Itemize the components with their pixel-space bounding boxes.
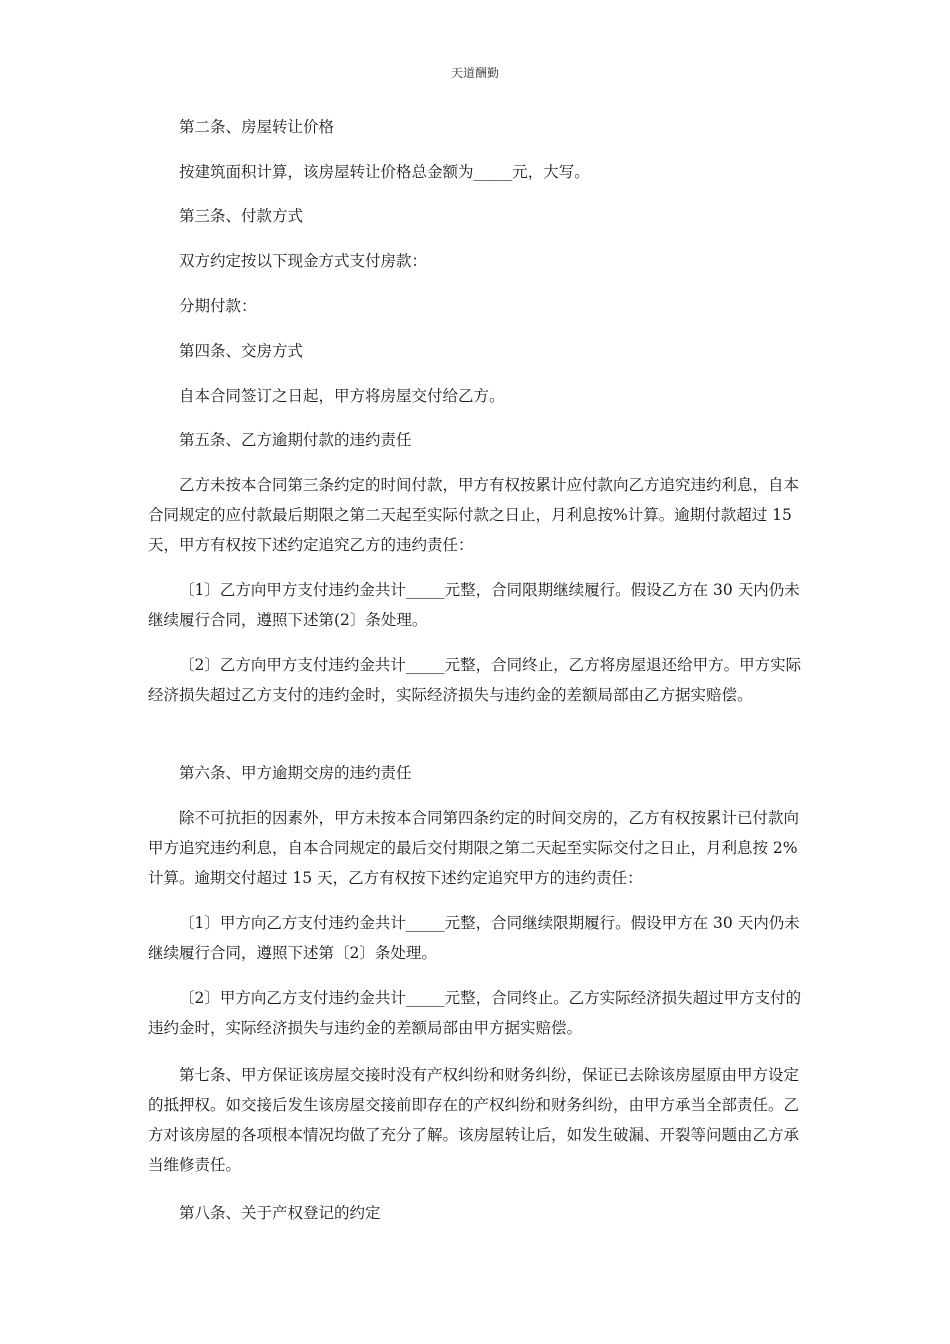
article-3-body: 双方约定按以下现金方式支付房款： xyxy=(179,252,428,270)
article-5-clause-2: 〔2〕乙方向甲方支付违约金共计_____元整，合同终止，乙方将房屋退还给甲方。甲方实际经济损失超过乙方支付的违约金时，实际经济损失与违约金的差额局部由乙方据实赔偿。 xyxy=(148,656,802,704)
article-8-heading: 第八条、关于产权登记的约定 xyxy=(179,1204,381,1222)
article-6-clause-2: 〔2〕甲方向乙方支付违约金共计_____元整，合同终止。乙方实际经济损失超过甲方支付的违约金时，实际经济损失与违约金的差额局部由甲方据实赔偿。 xyxy=(148,989,802,1037)
article-6-body: 除不可抗拒的因素外，甲方未按本合同第四条约定的时间交房的，乙方有权按累计已付款向甲方追究违约利息，自本合同规定的最后交付期限之第二天起至实际交付之日止，月利息按 2%计算。逾期交付超过 15 天，乙方有权按下述约定追究甲方的违约责任： xyxy=(148,809,800,887)
article-3-heading: 第三条、付款方式 xyxy=(179,207,304,225)
article-7-body: 第七条、甲方保证该房屋交接时没有产权纠纷和财务纠纷，保证已去除该房屋原由甲方设定的抵押权。如交接后发生该房屋交接前即存在的产权纠纷和财务纠纷，由甲方承当全部责任。乙方对该房屋的各项根本情况均做了充分了解。该房屋转让后，如发生破漏、开裂等问题由乙方承当维修责任。 xyxy=(148,1066,800,1174)
article-5-body: 乙方未按本合同第三条约定的时间付款，甲方有权按累计应付款向乙方追究违约利息，自本合同规定的应付款最后期限之第二天起至实际付款之日止，月利息按%计算。逾期付款超过 15 天，甲方有权按下述约定追究乙方的违约责任： xyxy=(148,476,800,554)
article-4-body: 自本合同签订之日起，甲方将房屋交付给乙方。 xyxy=(179,387,505,405)
article-2-heading: 第二条、房屋转让价格 xyxy=(179,118,335,136)
page-header: 天道酬勤 xyxy=(450,66,499,80)
installment-line: 分期付款： xyxy=(179,297,257,315)
article-6-heading: 第六条、甲方逾期交房的违约责任 xyxy=(179,764,412,782)
article-5-clause-1: 〔1〕乙方向甲方支付违约金共计_____元整，合同限期继续履行。假设乙方在 30 天内仍未继续履行合同，遵照下述第(2〕条处理。 xyxy=(148,581,800,629)
article-2-body: 按建筑面积计算，该房屋转让价格总金额为_____元，大写。 xyxy=(179,163,590,181)
article-4-heading: 第四条、交房方式 xyxy=(179,342,304,360)
article-5-heading: 第五条、乙方逾期付款的违约责任 xyxy=(179,431,412,449)
article-6-clause-1: 〔1〕甲方向乙方支付违约金共计_____元整，合同继续限期履行。假设甲方在 30 天内仍未继续履行合同，遵照下述第〔2〕条处理。 xyxy=(148,914,800,962)
